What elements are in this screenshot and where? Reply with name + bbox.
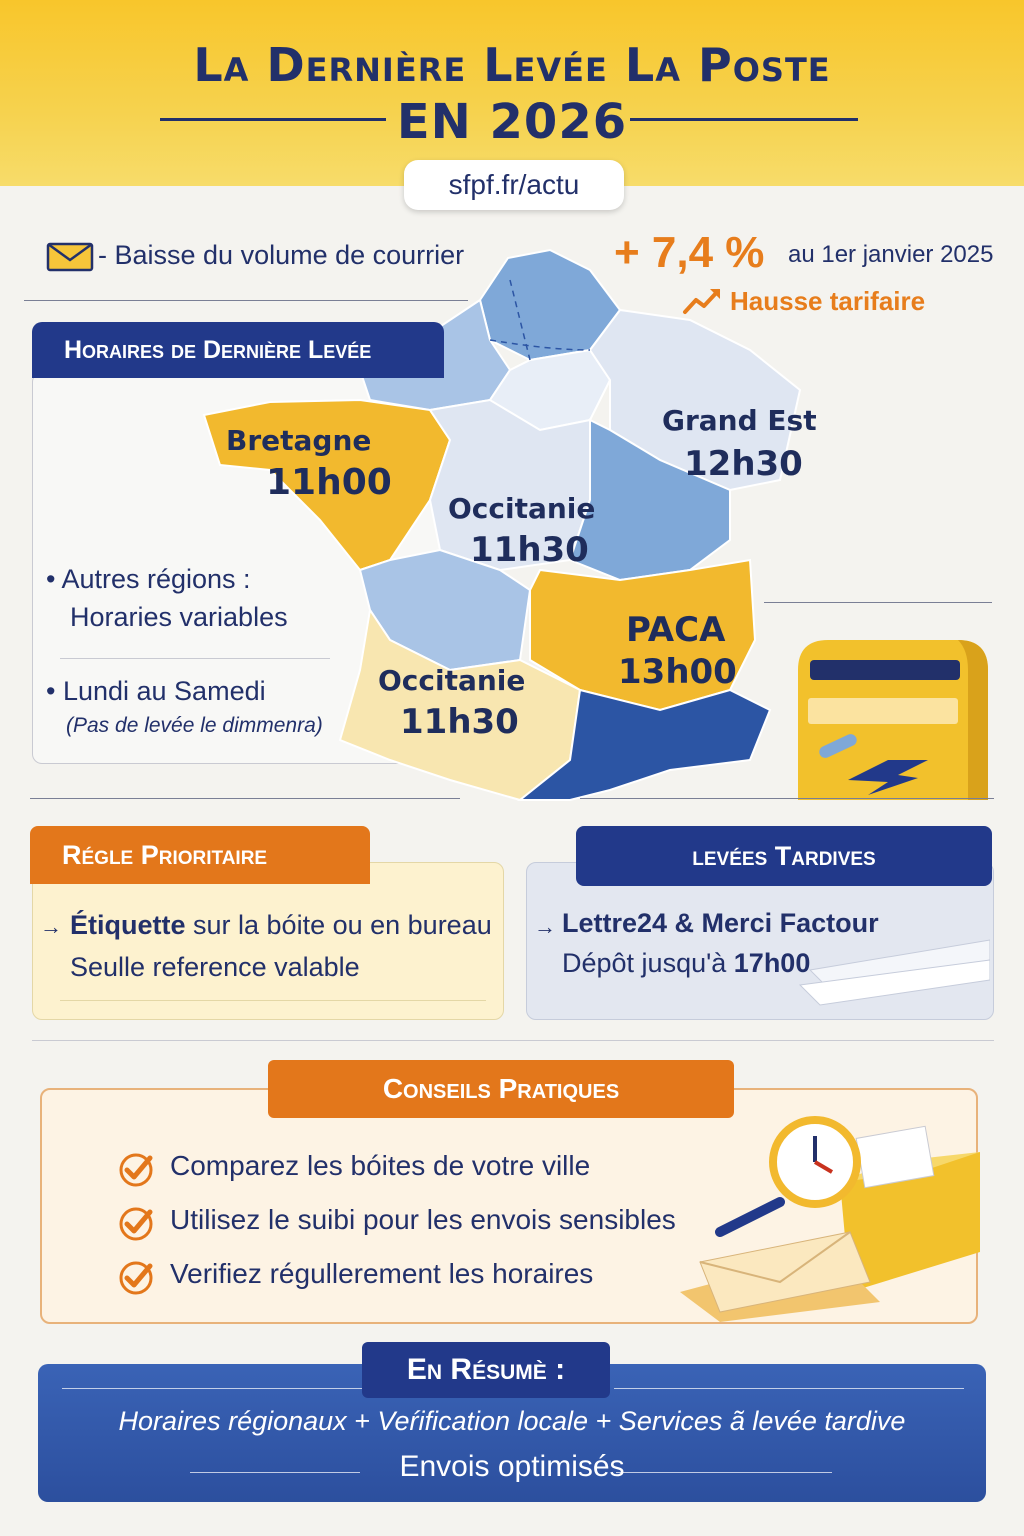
price-change-date: au 1er janvier 2025 xyxy=(788,241,994,268)
divider xyxy=(60,658,330,659)
region-bretagne-time: 11h00 xyxy=(266,462,392,503)
summary-title: En Résumè : xyxy=(362,1342,610,1398)
envelope-stack-illustration xyxy=(790,930,990,1010)
divider xyxy=(30,798,460,799)
page-title: La Dernière Levée La Poste xyxy=(193,38,831,92)
summary-details: Horaires régionaux + Veŕification locale + Services ã levée tardive xyxy=(118,1406,906,1436)
sunday-note: (Pas de levée le dimmenra) xyxy=(66,714,323,737)
tip-item: Utilisez le suibi pour les envois sensibles xyxy=(170,1204,676,1235)
check-icon xyxy=(118,1206,154,1242)
region-grand-est-time: 12h30 xyxy=(684,444,803,484)
region-occitanie-south-name: Occitanie xyxy=(378,664,526,697)
tip-item: Comparez les bóites de votre ville xyxy=(170,1150,591,1181)
divider xyxy=(580,798,994,799)
region-occitanie-center-time: 11h30 xyxy=(470,530,589,570)
envelope-icon xyxy=(46,242,94,272)
late-pickups-deadline-time: 17h00 xyxy=(733,948,811,978)
mail-volume-decline: - Baisse du volume de courrier xyxy=(98,240,465,270)
divider xyxy=(614,1388,964,1389)
region-paca-name: PACA xyxy=(626,610,726,650)
region-paca-time: 13h00 xyxy=(618,652,737,692)
price-hike-label: Hausse tarifaire xyxy=(730,286,926,316)
late-pickups-deadline xyxy=(562,948,810,979)
region-bretagne-name: Bretagne xyxy=(226,424,372,457)
divider xyxy=(32,1040,994,1041)
tips-title: Conseils Pratiques xyxy=(268,1060,734,1118)
region-grand-est-name: Grand Est xyxy=(662,404,817,437)
check-icon xyxy=(118,1152,154,1188)
summary-conclusion: Envois optimisés xyxy=(399,1450,625,1483)
days-label: • Lundi au Samedi xyxy=(46,676,266,706)
region-occitanie-south-time: 11h30 xyxy=(400,702,519,742)
clock-magnifier-illustration xyxy=(660,1112,990,1322)
priority-rule-line1 xyxy=(70,910,492,941)
source-url-link[interactable]: sfpf.fr/actu xyxy=(404,160,624,210)
divider xyxy=(62,1388,362,1389)
priority-rule-bold: Étiquette xyxy=(70,910,186,940)
tip-item: Verifiez régullerement les horaires xyxy=(170,1258,594,1289)
arrow-icon: → xyxy=(534,914,556,939)
page-subtitle: EN 2026 xyxy=(396,94,628,150)
region-occitanie-center-name: Occitanie xyxy=(448,492,596,525)
header-banner xyxy=(0,0,1024,186)
divider xyxy=(60,1000,486,1001)
priority-rule-box xyxy=(32,862,504,1020)
check-icon xyxy=(118,1260,154,1296)
schedule-tab-title: Horaires de Dernière Levée xyxy=(32,322,444,378)
priority-rule-line2: Seulle reference valable xyxy=(70,952,360,982)
priority-rule-rest: sur la bóite ou en bureau xyxy=(185,910,492,940)
late-pickups-services: Lettre24 & Merci Factour xyxy=(562,908,879,938)
divider xyxy=(764,602,992,603)
other-regions-label: • Autres régions : xyxy=(46,564,251,594)
late-pickups-title: levées Tardives xyxy=(576,826,992,886)
price-change-value: + 7,4 % xyxy=(614,228,765,277)
late-pickups-deadline-prefix: Dépôt jusqu'à xyxy=(562,948,734,978)
other-regions-value: Horaries variables xyxy=(70,602,288,632)
arrow-icon: → xyxy=(40,914,62,939)
mailbox-illustration xyxy=(788,630,998,800)
priority-rule-title: Régle Prioritaire xyxy=(30,826,370,884)
